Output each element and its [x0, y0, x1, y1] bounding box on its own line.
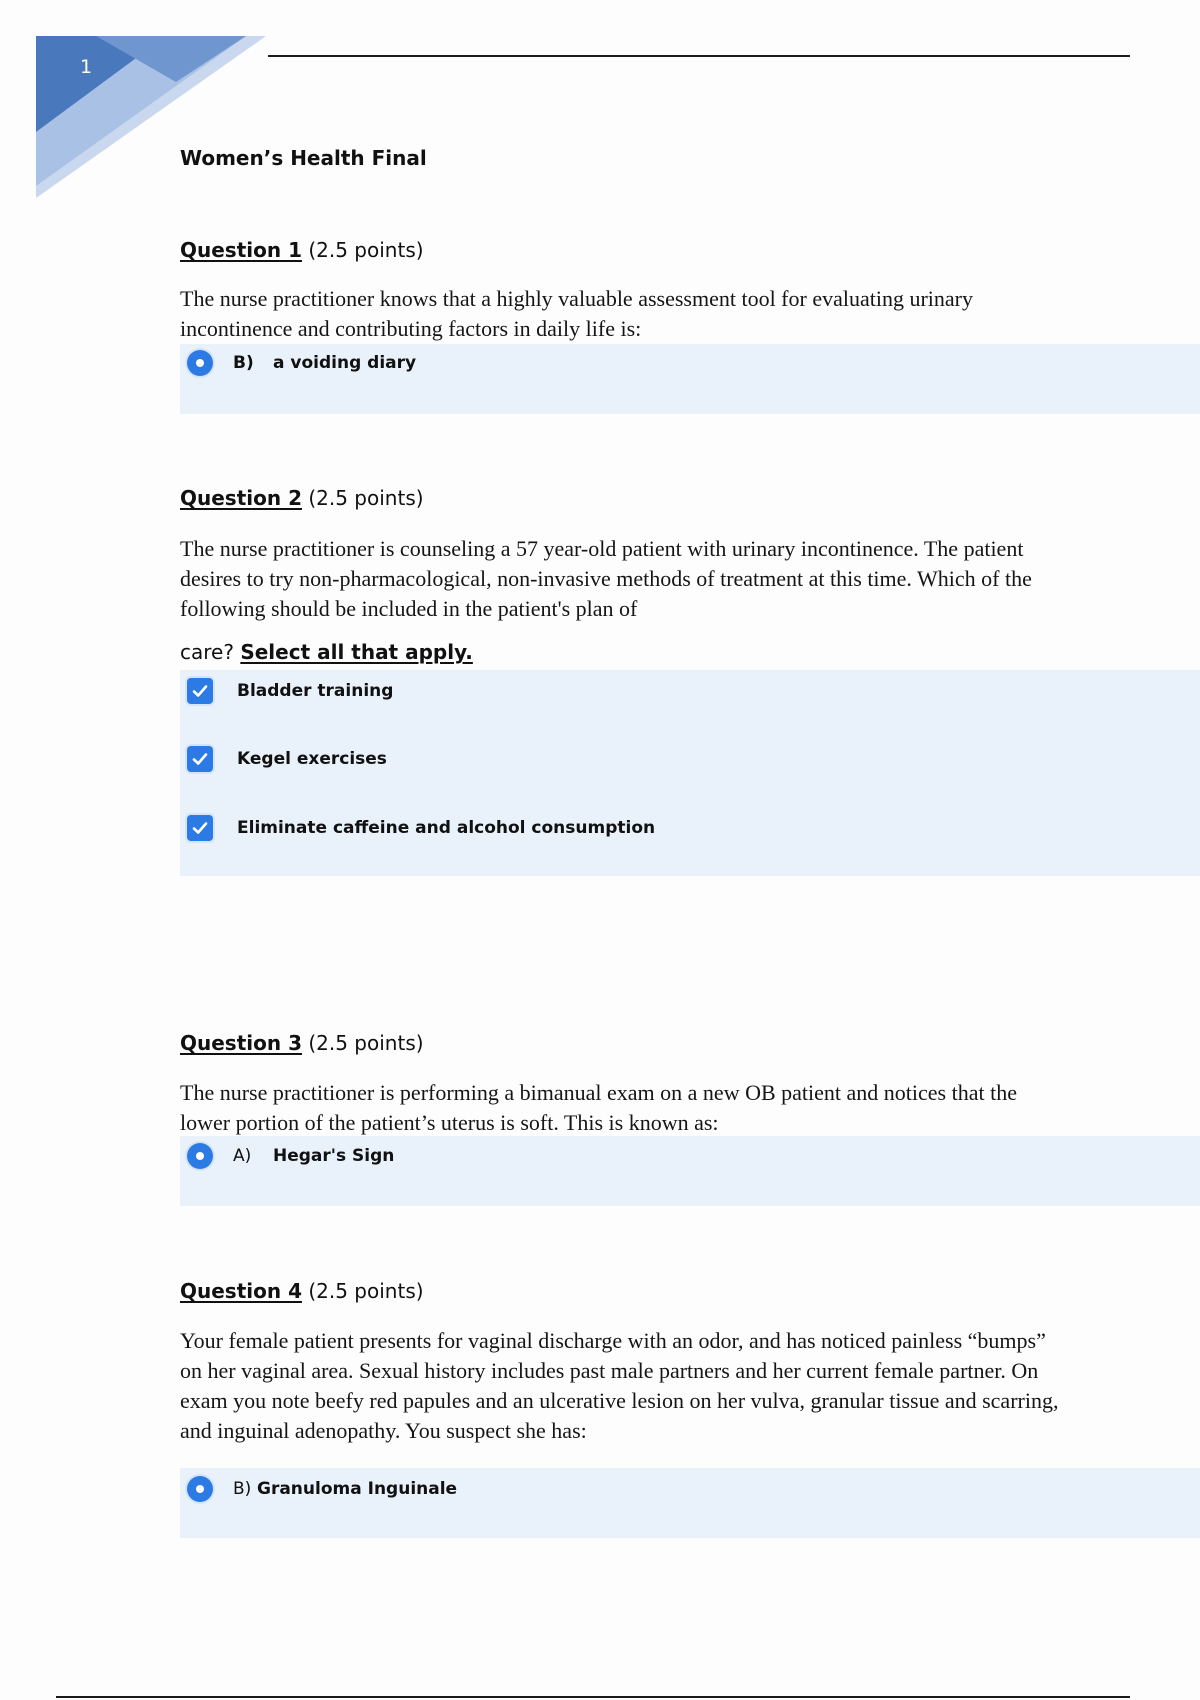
- question-4-points: (2.5 points): [308, 1279, 424, 1303]
- checkbox-checked-icon[interactable]: [187, 815, 213, 841]
- option-label: Kegel exercises: [237, 749, 387, 769]
- answer-letter: B): [233, 353, 254, 373]
- question-2-instruction: [180, 640, 473, 664]
- question-3-label: Question 3: [180, 1031, 302, 1055]
- question-4-answer[interactable]: [187, 1476, 457, 1502]
- question-3-answer-box: [180, 1136, 1200, 1206]
- question-4-heading: [180, 1279, 424, 1303]
- question-1-text: The nurse practitioner knows that a highly valuable assessment tool for evaluating urinary incontinence and contributing factors in daily life is:: [180, 286, 973, 341]
- answer-letter: B): [233, 1479, 252, 1499]
- option-label: Bladder training: [237, 681, 394, 701]
- question-4-label: Question 4: [180, 1279, 302, 1303]
- question-2-text: The nurse practitioner is counseling a 57 year-old patient with urinary incontinence. The patient desires to try non-pharmacological, non-invasive methods of treatment at this time. Which of the following should be included in the patient's plan of: [180, 536, 1032, 621]
- checkbox-checked-icon[interactable]: [187, 746, 213, 772]
- question-2-option[interactable]: [187, 678, 393, 704]
- radio-selected-icon[interactable]: [187, 1143, 213, 1169]
- question-2-heading: [180, 486, 424, 510]
- question-2-points: (2.5 points): [308, 486, 424, 510]
- question-3-points: (2.5 points): [308, 1031, 424, 1055]
- question-4-answer-box: [180, 1468, 1200, 1538]
- footer-rule: [56, 1696, 1130, 1698]
- question-1-heading: [180, 238, 424, 262]
- header-rule: [268, 55, 1130, 57]
- question-3-heading: [180, 1031, 424, 1055]
- page-number: 1: [80, 56, 93, 78]
- page-corner-decoration: [36, 36, 266, 198]
- question-1-points: (2.5 points): [308, 238, 424, 262]
- instruction-text: Select all that apply.: [240, 640, 473, 664]
- question-1-label: Question 1: [180, 238, 302, 262]
- option-label: Eliminate caffeine and alcohol consumption: [237, 818, 656, 838]
- question-2-label: Question 2: [180, 486, 302, 510]
- question-4-text: Your female patient presents for vaginal discharge with an odor, and has noticed painless “bumps” on her vaginal area. Sexual history includes past male partners and her current female partner. On exam you note beefy red papules and an ulcerative lesion on her vulva, granular tissue and scarring, and inguinal adenopathy. You suspect she has:: [180, 1328, 1059, 1443]
- question-3-answer[interactable]: [187, 1143, 394, 1169]
- instruction-prefix: care?: [180, 640, 234, 664]
- radio-selected-icon[interactable]: [187, 350, 213, 376]
- question-2-answer-box: [180, 670, 1200, 876]
- checkbox-checked-icon[interactable]: [187, 678, 213, 704]
- radio-selected-icon[interactable]: [187, 1476, 213, 1502]
- question-2-option[interactable]: [187, 815, 655, 841]
- question-3-text: The nurse practitioner is performing a bimanual exam on a new OB patient and notices that the lower portion of the patient’s uterus is soft. This is known as:: [180, 1080, 1017, 1135]
- answer-letter: A): [233, 1146, 252, 1166]
- document-title: Women’s Health Final: [180, 146, 427, 170]
- question-1-answer[interactable]: [187, 350, 416, 376]
- question-1-answer-box: [180, 344, 1200, 414]
- answer-text: Granuloma Inguinale: [257, 1479, 458, 1499]
- answer-text: a voiding diary: [273, 353, 417, 373]
- question-2-option[interactable]: [187, 746, 387, 772]
- answer-text: Hegar's Sign: [273, 1146, 395, 1166]
